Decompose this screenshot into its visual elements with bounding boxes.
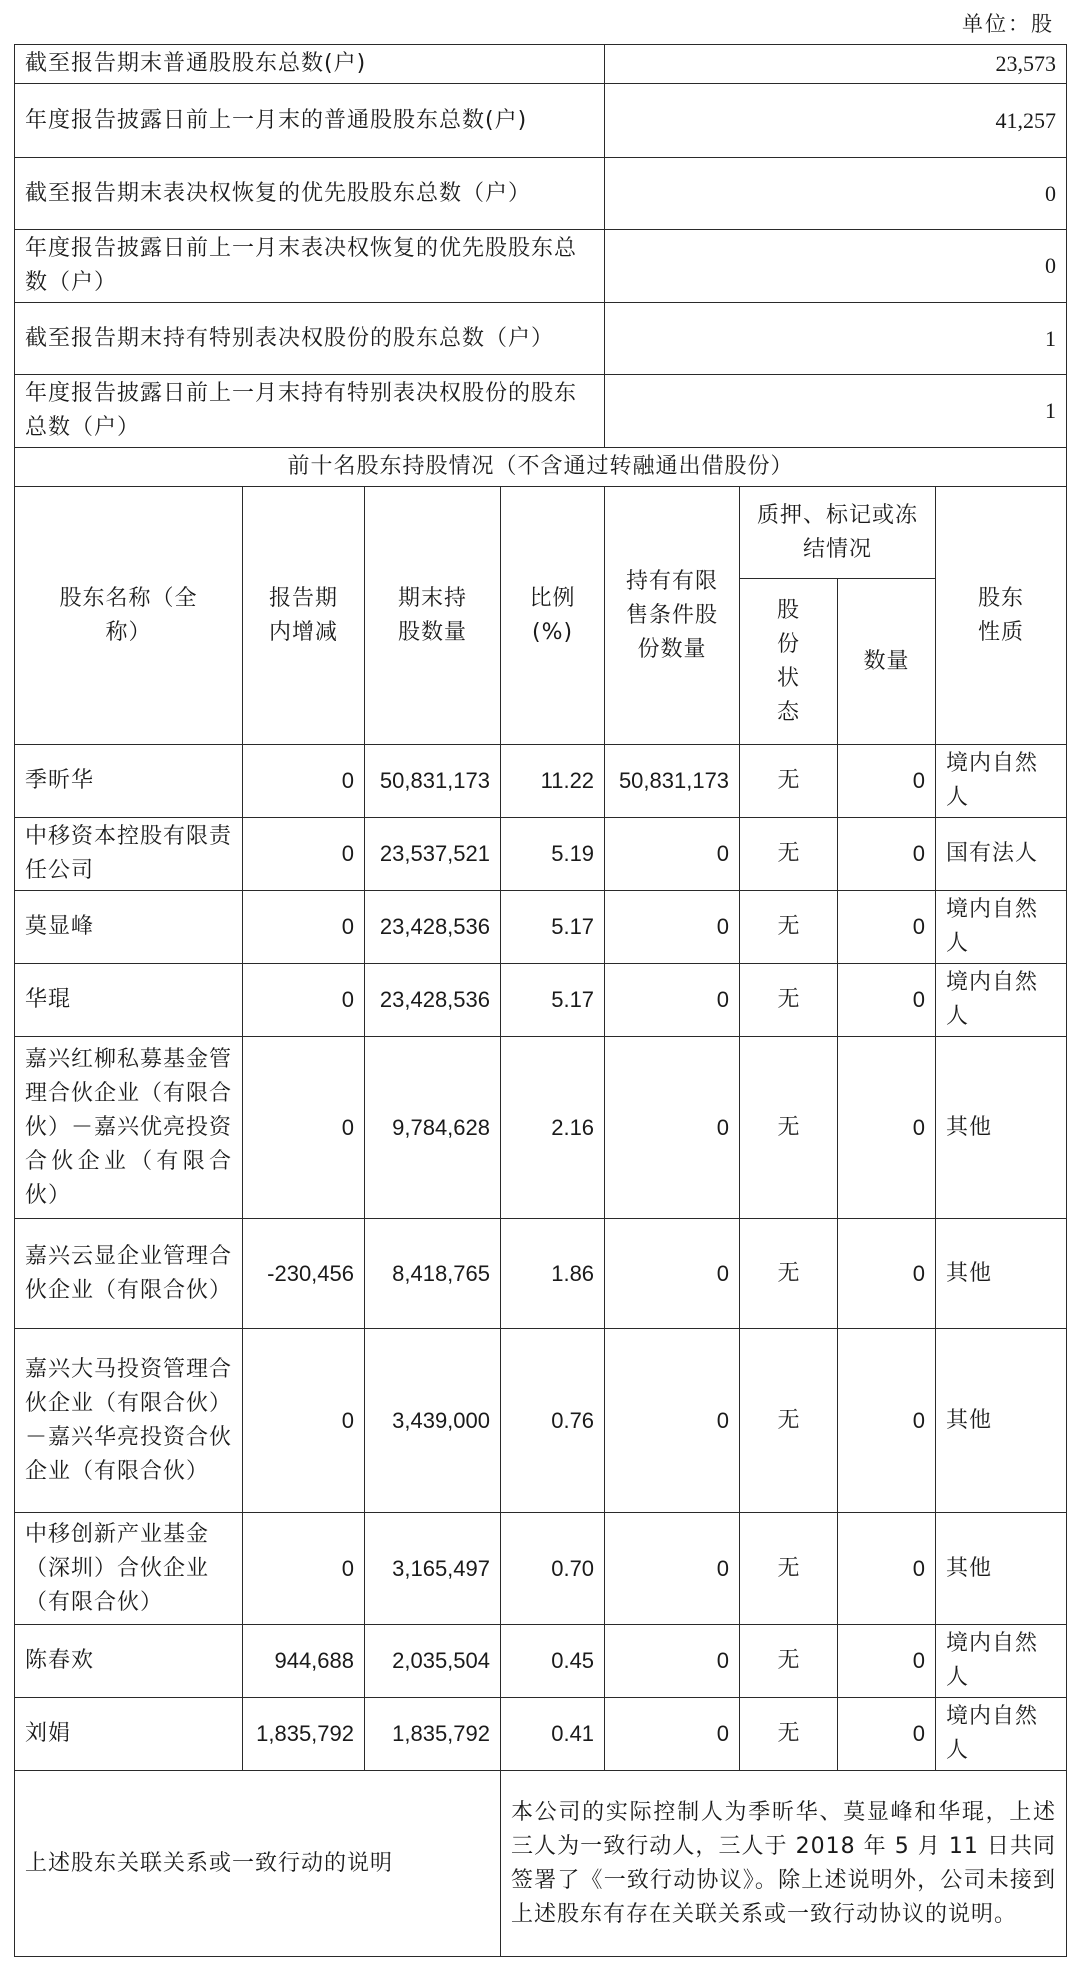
cell-qty: 0 (838, 964, 936, 1037)
cell-status: 无 (740, 818, 838, 891)
summary-row (15, 84, 1067, 158)
cell-shares: 23,428,536 (365, 891, 501, 964)
cell-qty: 0 (838, 1625, 936, 1698)
header-pledge-group: 质押、标记或冻结情况 (740, 487, 936, 579)
summary-value: 0 (605, 230, 1067, 303)
cell-nature: 其他 (936, 1329, 1067, 1513)
summary-row (15, 375, 1067, 448)
cell-restricted: 0 (605, 818, 740, 891)
cell-restricted: 0 (605, 1219, 740, 1329)
header-ratio: 比例(%) (501, 487, 605, 745)
cell-shares: 3,439,000 (365, 1329, 501, 1513)
cell-shares: 23,537,521 (365, 818, 501, 891)
section-title-row (15, 448, 1067, 487)
cell-ratio: 11.22 (501, 745, 605, 818)
summary-value: 41,257 (605, 84, 1067, 158)
cell-qty: 0 (838, 818, 936, 891)
table-row (15, 1513, 1067, 1625)
table-row (15, 1625, 1067, 1698)
cell-qty: 0 (838, 891, 936, 964)
summary-row (15, 158, 1067, 230)
cell-name: 华琨 (15, 964, 243, 1037)
cell-status: 无 (740, 1625, 838, 1698)
cell-change: 944,688 (243, 1625, 365, 1698)
cell-change: 0 (243, 1037, 365, 1219)
cell-name: 陈春欢 (15, 1625, 243, 1698)
cell-shares: 50,831,173 (365, 745, 501, 818)
cell-name: 嘉兴红柳私募基金管理合伙企业（有限合伙）－嘉兴优亮投资合伙企业（有限合伙） (15, 1037, 243, 1219)
cell-qty: 0 (838, 1329, 936, 1513)
table-row (15, 1329, 1067, 1513)
cell-shares: 3,165,497 (365, 1513, 501, 1625)
cell-name: 莫显峰 (15, 891, 243, 964)
cell-restricted: 50,831,173 (605, 745, 740, 818)
table-row (15, 1698, 1067, 1771)
header-pledge-status: 股份状态 (740, 579, 838, 745)
cell-nature: 其他 (936, 1513, 1067, 1625)
cell-change: 0 (243, 745, 365, 818)
header-name: 股东名称（全称） (15, 487, 243, 745)
table-row (15, 964, 1067, 1037)
cell-change: 0 (243, 1513, 365, 1625)
summary-label: 截至报告期末表决权恢复的优先股股东总数（户） (15, 158, 605, 230)
cell-ratio: 0.76 (501, 1329, 605, 1513)
cell-shares: 23,428,536 (365, 964, 501, 1037)
cell-status: 无 (740, 1037, 838, 1219)
header-nature: 股东性质 (936, 487, 1067, 745)
cell-qty: 0 (838, 1698, 936, 1771)
cell-ratio: 2.16 (501, 1037, 605, 1219)
cell-restricted: 0 (605, 1329, 740, 1513)
table-row (15, 1219, 1067, 1329)
summary-label: 年度报告披露日前上一月末的普通股股东总数(户) (15, 84, 605, 158)
cell-restricted: 0 (605, 1037, 740, 1219)
cell-name: 中移资本控股有限责任公司 (15, 818, 243, 891)
table-row (15, 891, 1067, 964)
cell-ratio: 5.17 (501, 891, 605, 964)
cell-status: 无 (740, 1513, 838, 1625)
cell-ratio: 0.70 (501, 1513, 605, 1625)
summary-label: 年度报告披露日前上一月末表决权恢复的优先股股东总数（户） (15, 230, 605, 303)
cell-nature: 其他 (936, 1219, 1067, 1329)
cell-name: 中移创新产业基金（深圳）合伙企业（有限合伙） (15, 1513, 243, 1625)
cell-change: 1,835,792 (243, 1698, 365, 1771)
summary-row (15, 303, 1067, 375)
cell-nature: 境内自然人 (936, 964, 1067, 1037)
cell-shares: 9,784,628 (365, 1037, 501, 1219)
summary-value: 1 (605, 303, 1067, 375)
cell-shares: 8,418,765 (365, 1219, 501, 1329)
summary-label: 截至报告期末普通股股东总数(户) (15, 45, 605, 84)
cell-ratio: 0.45 (501, 1625, 605, 1698)
cell-nature: 境内自然人 (936, 1698, 1067, 1771)
unit-label: 单位：股 (962, 12, 1054, 36)
table-row (15, 1037, 1067, 1219)
cell-shares: 2,035,504 (365, 1625, 501, 1698)
summary-label: 截至报告期末持有特别表决权股份的股东总数（户） (15, 303, 605, 375)
shareholder-table (14, 44, 1067, 1957)
cell-ratio: 5.17 (501, 964, 605, 1037)
cell-status: 无 (740, 1219, 838, 1329)
summary-value: 0 (605, 158, 1067, 230)
note-label: 上述股东关联关系或一致行动的说明 (15, 1771, 501, 1957)
cell-qty: 0 (838, 1037, 936, 1219)
cell-name: 嘉兴大马投资管理合伙企业（有限合伙）－嘉兴华亮投资合伙企业（有限合伙） (15, 1329, 243, 1513)
table-row (15, 745, 1067, 818)
cell-ratio: 1.86 (501, 1219, 605, 1329)
section-title: 前十名股东持股情况（不含通过转融通出借股份） (15, 448, 1067, 487)
cell-restricted: 0 (605, 1698, 740, 1771)
header-row (15, 487, 1067, 579)
cell-shares: 1,835,792 (365, 1698, 501, 1771)
cell-change: 0 (243, 964, 365, 1037)
cell-nature: 国有法人 (936, 818, 1067, 891)
cell-restricted: 0 (605, 1625, 740, 1698)
cell-ratio: 0.41 (501, 1698, 605, 1771)
note-row (15, 1771, 1067, 1957)
cell-change: 0 (243, 818, 365, 891)
header-pledge-qty: 数量 (838, 579, 936, 745)
table-row (15, 818, 1067, 891)
summary-value: 23,573 (605, 45, 1067, 84)
cell-restricted: 0 (605, 1513, 740, 1625)
cell-nature: 其他 (936, 1037, 1067, 1219)
cell-status: 无 (740, 1698, 838, 1771)
cell-qty: 0 (838, 1219, 936, 1329)
cell-status: 无 (740, 891, 838, 964)
cell-name: 嘉兴云显企业管理合伙企业（有限合伙） (15, 1219, 243, 1329)
summary-value: 1 (605, 375, 1067, 448)
header-shares: 期末持股数量 (365, 487, 501, 745)
cell-nature: 境内自然人 (936, 1625, 1067, 1698)
cell-change: 0 (243, 1329, 365, 1513)
cell-restricted: 0 (605, 964, 740, 1037)
cell-nature: 境内自然人 (936, 891, 1067, 964)
cell-change: -230,456 (243, 1219, 365, 1329)
cell-ratio: 5.19 (501, 818, 605, 891)
cell-qty: 0 (838, 745, 936, 818)
cell-name: 季昕华 (15, 745, 243, 818)
header-change: 报告期内增减 (243, 487, 365, 745)
cell-status: 无 (740, 964, 838, 1037)
cell-status: 无 (740, 745, 838, 818)
cell-status: 无 (740, 1329, 838, 1513)
summary-row (15, 45, 1067, 84)
cell-change: 0 (243, 891, 365, 964)
summary-label: 年度报告披露日前上一月末持有特别表决权股份的股东总数（户） (15, 375, 605, 448)
note-text: 本公司的实际控制人为季昕华、莫显峰和华琨，上述三人为一致行动人，三人于 2018 年 5 月 11 日共同签署了《一致行动协议》。除上述说明外，公司未接到上述股东有存在关联关系或一致行动协议的说明。 (501, 1771, 1067, 1957)
summary-row (15, 230, 1067, 303)
cell-nature: 境内自然人 (936, 745, 1067, 818)
header-restricted: 持有有限售条件股份数量 (605, 487, 740, 745)
cell-name: 刘娟 (15, 1698, 243, 1771)
cell-qty: 0 (838, 1513, 936, 1625)
cell-restricted: 0 (605, 891, 740, 964)
